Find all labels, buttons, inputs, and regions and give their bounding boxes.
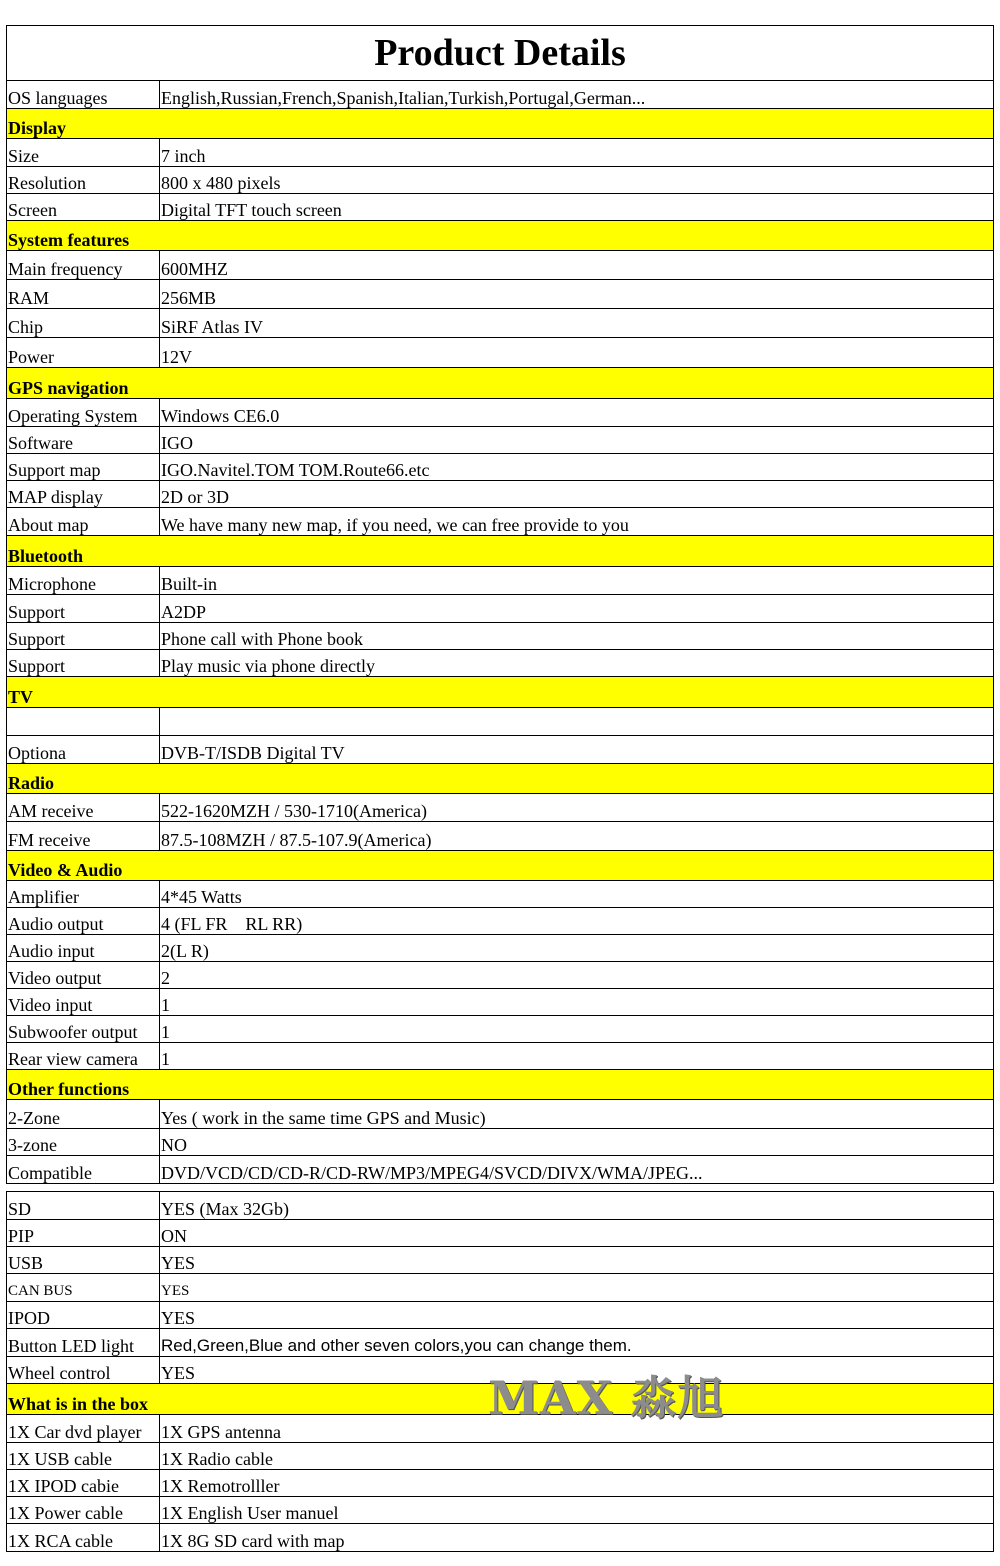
spec-label: Subwoofer output <box>7 1016 160 1043</box>
spec-label: Support <box>7 650 160 677</box>
spec-label: Audio output <box>7 908 160 935</box>
spec-row-os-languages <box>7 81 994 109</box>
box-item: 1X RCA cable <box>7 1524 160 1552</box>
spec-row <box>7 1043 994 1070</box>
spec-value: English,Russian,French,Spanish,Italian,Turkish,Portugal,German... <box>160 81 994 109</box>
spec-label: Support <box>7 623 160 650</box>
spec-row <box>7 454 994 481</box>
spec-row <box>7 1100 994 1129</box>
spec-value: We have many new map, if you need, we can free provide to you <box>160 508 994 536</box>
spec-row <box>7 399 994 427</box>
spec-row <box>7 481 994 508</box>
section-gps-navigation <box>7 368 994 399</box>
box-item: 1X USB cable <box>7 1443 160 1470</box>
spec-label: IPOD <box>7 1302 160 1329</box>
spec-value: DVB-T/ISDB Digital TV <box>160 736 994 764</box>
spec-row <box>7 251 994 280</box>
spec-label: RAM <box>7 280 160 309</box>
spec-row <box>7 935 994 962</box>
spec-row <box>7 309 994 338</box>
spec-value: Built-in <box>160 567 994 595</box>
section-heading: Bluetooth <box>7 536 994 567</box>
spec-value: 522-1620MZH / 530-1710(America) <box>160 794 994 822</box>
spec-label: Optiona <box>7 736 160 764</box>
spec-label: 3-zone <box>7 1129 160 1156</box>
spec-label: Video output <box>7 962 160 989</box>
spec-row <box>7 736 994 764</box>
spec-row <box>7 508 994 536</box>
spec-row <box>7 822 994 851</box>
spec-row <box>7 167 994 194</box>
spec-label: Chip <box>7 309 160 338</box>
box-item: 1X Remotrolller <box>160 1470 994 1497</box>
spec-value: 800 x 480 pixels <box>160 167 994 194</box>
section-heading: System features <box>7 221 994 251</box>
spec-label: Video input <box>7 989 160 1016</box>
spec-label: FM receive <box>7 822 160 851</box>
spec-value: 2D or 3D <box>160 481 994 508</box>
section-heading: Video & Audio <box>7 851 994 881</box>
section-heading: GPS navigation <box>7 368 994 399</box>
spec-row <box>7 908 994 935</box>
spec-label: Operating System <box>7 399 160 427</box>
spec-row <box>7 989 994 1016</box>
spec-label: USB <box>7 1247 160 1274</box>
spec-value: YES (Max 32Gb) <box>160 1192 994 1220</box>
spec-row <box>7 962 994 989</box>
spec-row <box>7 427 994 454</box>
spec-label: Button LED light <box>7 1329 160 1357</box>
spec-row <box>7 1192 994 1220</box>
spec-value: IGO <box>160 427 994 454</box>
spec-value: 1 <box>160 989 994 1016</box>
spec-label: Microphone <box>7 567 160 595</box>
box-row <box>7 1470 994 1497</box>
spec-label: 2-Zone <box>7 1100 160 1129</box>
spec-label: About map <box>7 508 160 536</box>
spec-label: MAP display <box>7 481 160 508</box>
table-gap <box>7 1184 994 1192</box>
box-item: 1X Power cable <box>7 1497 160 1524</box>
spec-value: 1 <box>160 1043 994 1070</box>
spec-label: OS languages <box>7 81 160 109</box>
spec-value: 256MB <box>160 280 994 309</box>
spec-value: YES <box>160 1274 994 1302</box>
spec-value: IGO.Navitel.TOM TOM.Route66.etc <box>160 454 994 481</box>
box-item: 1X GPS antenna <box>160 1415 994 1443</box>
section-radio <box>7 764 994 794</box>
spec-row <box>7 623 994 650</box>
spec-value: YES <box>160 1302 994 1329</box>
spec-row <box>7 280 994 309</box>
spec-label: Audio input <box>7 935 160 962</box>
spec-label: CAN BUS <box>7 1274 160 1302</box>
spec-value: SiRF Atlas IV <box>160 309 994 338</box>
section-tv <box>7 677 994 708</box>
spec-label: Software <box>7 427 160 454</box>
spec-row <box>7 1016 994 1043</box>
section-heading: Display <box>7 109 994 139</box>
spec-label: Main frequency <box>7 251 160 280</box>
box-item: 1X IPOD cabie <box>7 1470 160 1497</box>
spec-value: 7 inch <box>160 139 994 167</box>
spec-label: PIP <box>7 1220 160 1247</box>
spec-row <box>7 1274 994 1302</box>
spec-value: 4*45 Watts <box>160 881 994 908</box>
spec-label: Wheel control <box>7 1357 160 1384</box>
spec-value: A2DP <box>160 595 994 623</box>
section-display <box>7 109 994 139</box>
section-system-features <box>7 221 994 251</box>
section-heading: Radio <box>7 764 994 794</box>
spec-label: Support <box>7 595 160 623</box>
spec-row <box>7 194 994 221</box>
spec-value: 2 <box>160 962 994 989</box>
spec-label: SD <box>7 1192 160 1220</box>
page-title: Product Details <box>6 25 994 80</box>
spec-value: 2(L R) <box>160 935 994 962</box>
spec-value: 12V <box>160 338 994 368</box>
spec-value: YES <box>160 1357 994 1384</box>
spec-label: Amplifier <box>7 881 160 908</box>
spec-value: Windows CE6.0 <box>160 399 994 427</box>
spec-row <box>7 139 994 167</box>
box-item: 1X Radio cable <box>160 1443 994 1470</box>
section-video-audio <box>7 851 994 881</box>
section-heading: TV <box>7 677 994 708</box>
spec-row <box>7 1220 994 1247</box>
spec-label: Resolution <box>7 167 160 194</box>
spec-value: DVD/VCD/CD/CD-R/CD-RW/MP3/MPEG4/SVCD/DIVX/WMA/JPEG... <box>160 1156 994 1184</box>
spec-row-empty <box>7 708 994 736</box>
section-other-functions <box>7 1070 994 1100</box>
product-details-sheet <box>6 25 994 1552</box>
spec-row <box>7 650 994 677</box>
box-row <box>7 1497 994 1524</box>
spec-value: YES <box>160 1247 994 1274</box>
spec-label: Rear view camera <box>7 1043 160 1070</box>
spec-row <box>7 595 994 623</box>
watermark: MAX 淼旭 <box>488 1371 725 1425</box>
box-row <box>7 1443 994 1470</box>
section-bluetooth <box>7 536 994 567</box>
section-heading: Other functions <box>7 1070 994 1100</box>
spec-value: Yes ( work in the same time GPS and Music) <box>160 1100 994 1129</box>
spec-label: Support map <box>7 454 160 481</box>
spec-value: Digital TFT touch screen <box>160 194 994 221</box>
box-item: 1X Car dvd player <box>7 1415 160 1443</box>
spec-value: ON <box>160 1220 994 1247</box>
section-heading: What is in the box <box>7 1384 994 1415</box>
spec-value: 1 <box>160 1016 994 1043</box>
spec-table <box>6 80 994 1552</box>
box-item: 1X English User manuel <box>160 1497 994 1524</box>
spec-label: Size <box>7 139 160 167</box>
spec-value: NO <box>160 1129 994 1156</box>
spec-row <box>7 1129 994 1156</box>
spec-row <box>7 1329 994 1357</box>
spec-row <box>7 794 994 822</box>
spec-value: Play music via phone directly <box>160 650 994 677</box>
spec-value: 87.5-108MZH / 87.5-107.9(America) <box>160 822 994 851</box>
spec-row <box>7 881 994 908</box>
spec-label: Compatible <box>7 1156 160 1184</box>
spec-label: Screen <box>7 194 160 221</box>
box-row <box>7 1524 994 1552</box>
spec-row <box>7 1247 994 1274</box>
box-item: 1X 8G SD card with map <box>160 1524 994 1552</box>
spec-row <box>7 338 994 368</box>
spec-value: 4 (FL FR RL RR) <box>160 908 994 935</box>
spec-row <box>7 1302 994 1329</box>
spec-label: AM receive <box>7 794 160 822</box>
spec-value: 600MHZ <box>160 251 994 280</box>
spec-label: Power <box>7 338 160 368</box>
spec-row <box>7 567 994 595</box>
spec-value: Phone call with Phone book <box>160 623 994 650</box>
spec-value: Red,Green,Blue and other seven colors,you can change them. <box>160 1329 994 1357</box>
spec-row <box>7 1156 994 1184</box>
